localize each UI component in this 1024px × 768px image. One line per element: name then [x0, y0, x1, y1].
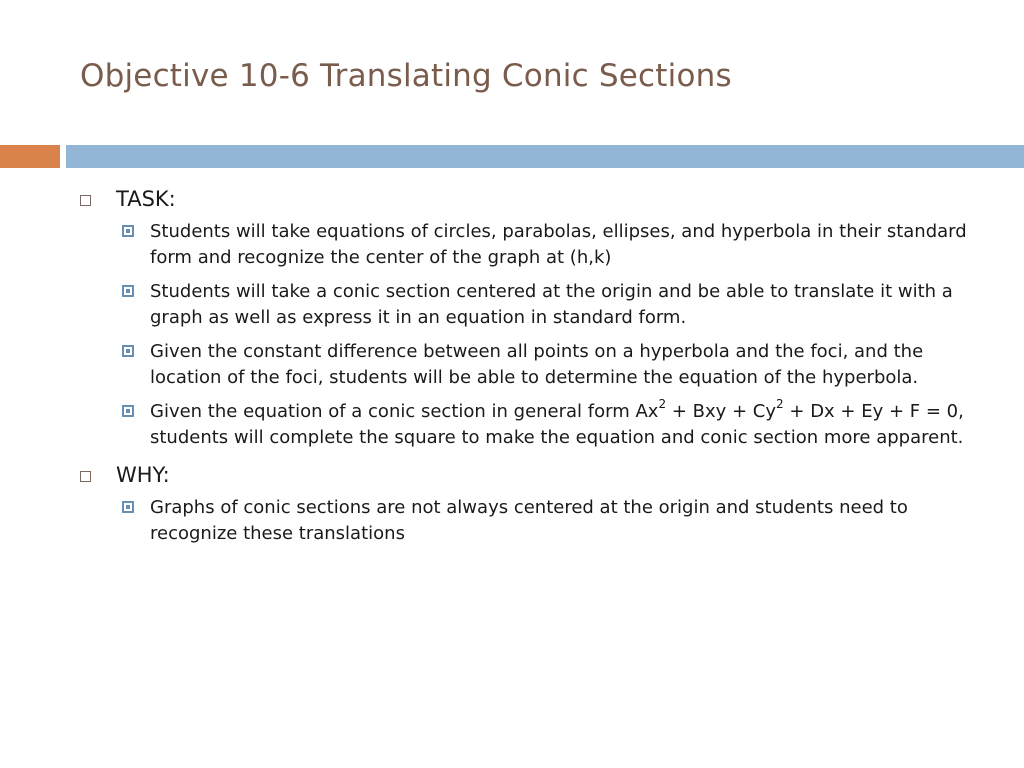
- task-heading-item: [80, 183, 980, 215]
- square-bullet-icon: [122, 345, 134, 357]
- list-item: [122, 219, 980, 271]
- hollow-square-bullet-icon: [80, 471, 91, 482]
- square-bullet-icon: [122, 501, 134, 513]
- exponent: 2: [658, 397, 667, 411]
- list-item: [122, 399, 980, 451]
- header-accent-orange: [0, 145, 60, 168]
- equation-text-part-2: + Bxy + Cy: [666, 401, 777, 422]
- list-item: [122, 279, 980, 331]
- square-bullet-icon: [122, 285, 134, 297]
- task-heading: TASK:: [116, 187, 176, 211]
- header-accent-blue: [66, 145, 1024, 168]
- slide-content: [80, 183, 980, 555]
- task-item-1: Students will take equations of circles, parabolas, ellipses, and hyperbola in their standard form and recognize the center of the graph at (h,k): [150, 221, 967, 268]
- equation-text-part-1: Given the equation of a conic section in general form Ax: [150, 401, 659, 422]
- equation-text-part-3: + Dx + Ey + F = 0, students will complete the square to make the equation and conic section more apparent.: [150, 401, 964, 448]
- square-bullet-icon: [122, 225, 134, 237]
- slide-title: Objective 10-6 Translating Conic Sections: [80, 58, 732, 94]
- list-item: [122, 339, 980, 391]
- task-list: [122, 219, 980, 451]
- task-item-3: Given the constant difference between all points on a hyperbola and the foci, and the location of the foci, students will be able to determine the equation of the hyperbola.: [150, 341, 924, 388]
- task-item-2: Students will take a conic section centered at the origin and be able to translate it with a graph as well as express it in an equation in standard form.: [150, 281, 953, 328]
- square-bullet-icon: [122, 405, 134, 417]
- why-heading: WHY:: [116, 463, 170, 487]
- list-item: [122, 495, 980, 547]
- why-item-1: Graphs of conic sections are not always centered at the origin and students need to recognize these translations: [150, 497, 908, 544]
- hollow-square-bullet-icon: [80, 195, 91, 206]
- exponent: 2: [776, 397, 784, 411]
- why-list: [122, 495, 980, 547]
- task-item-4: [150, 399, 980, 451]
- why-heading-item: [80, 459, 980, 491]
